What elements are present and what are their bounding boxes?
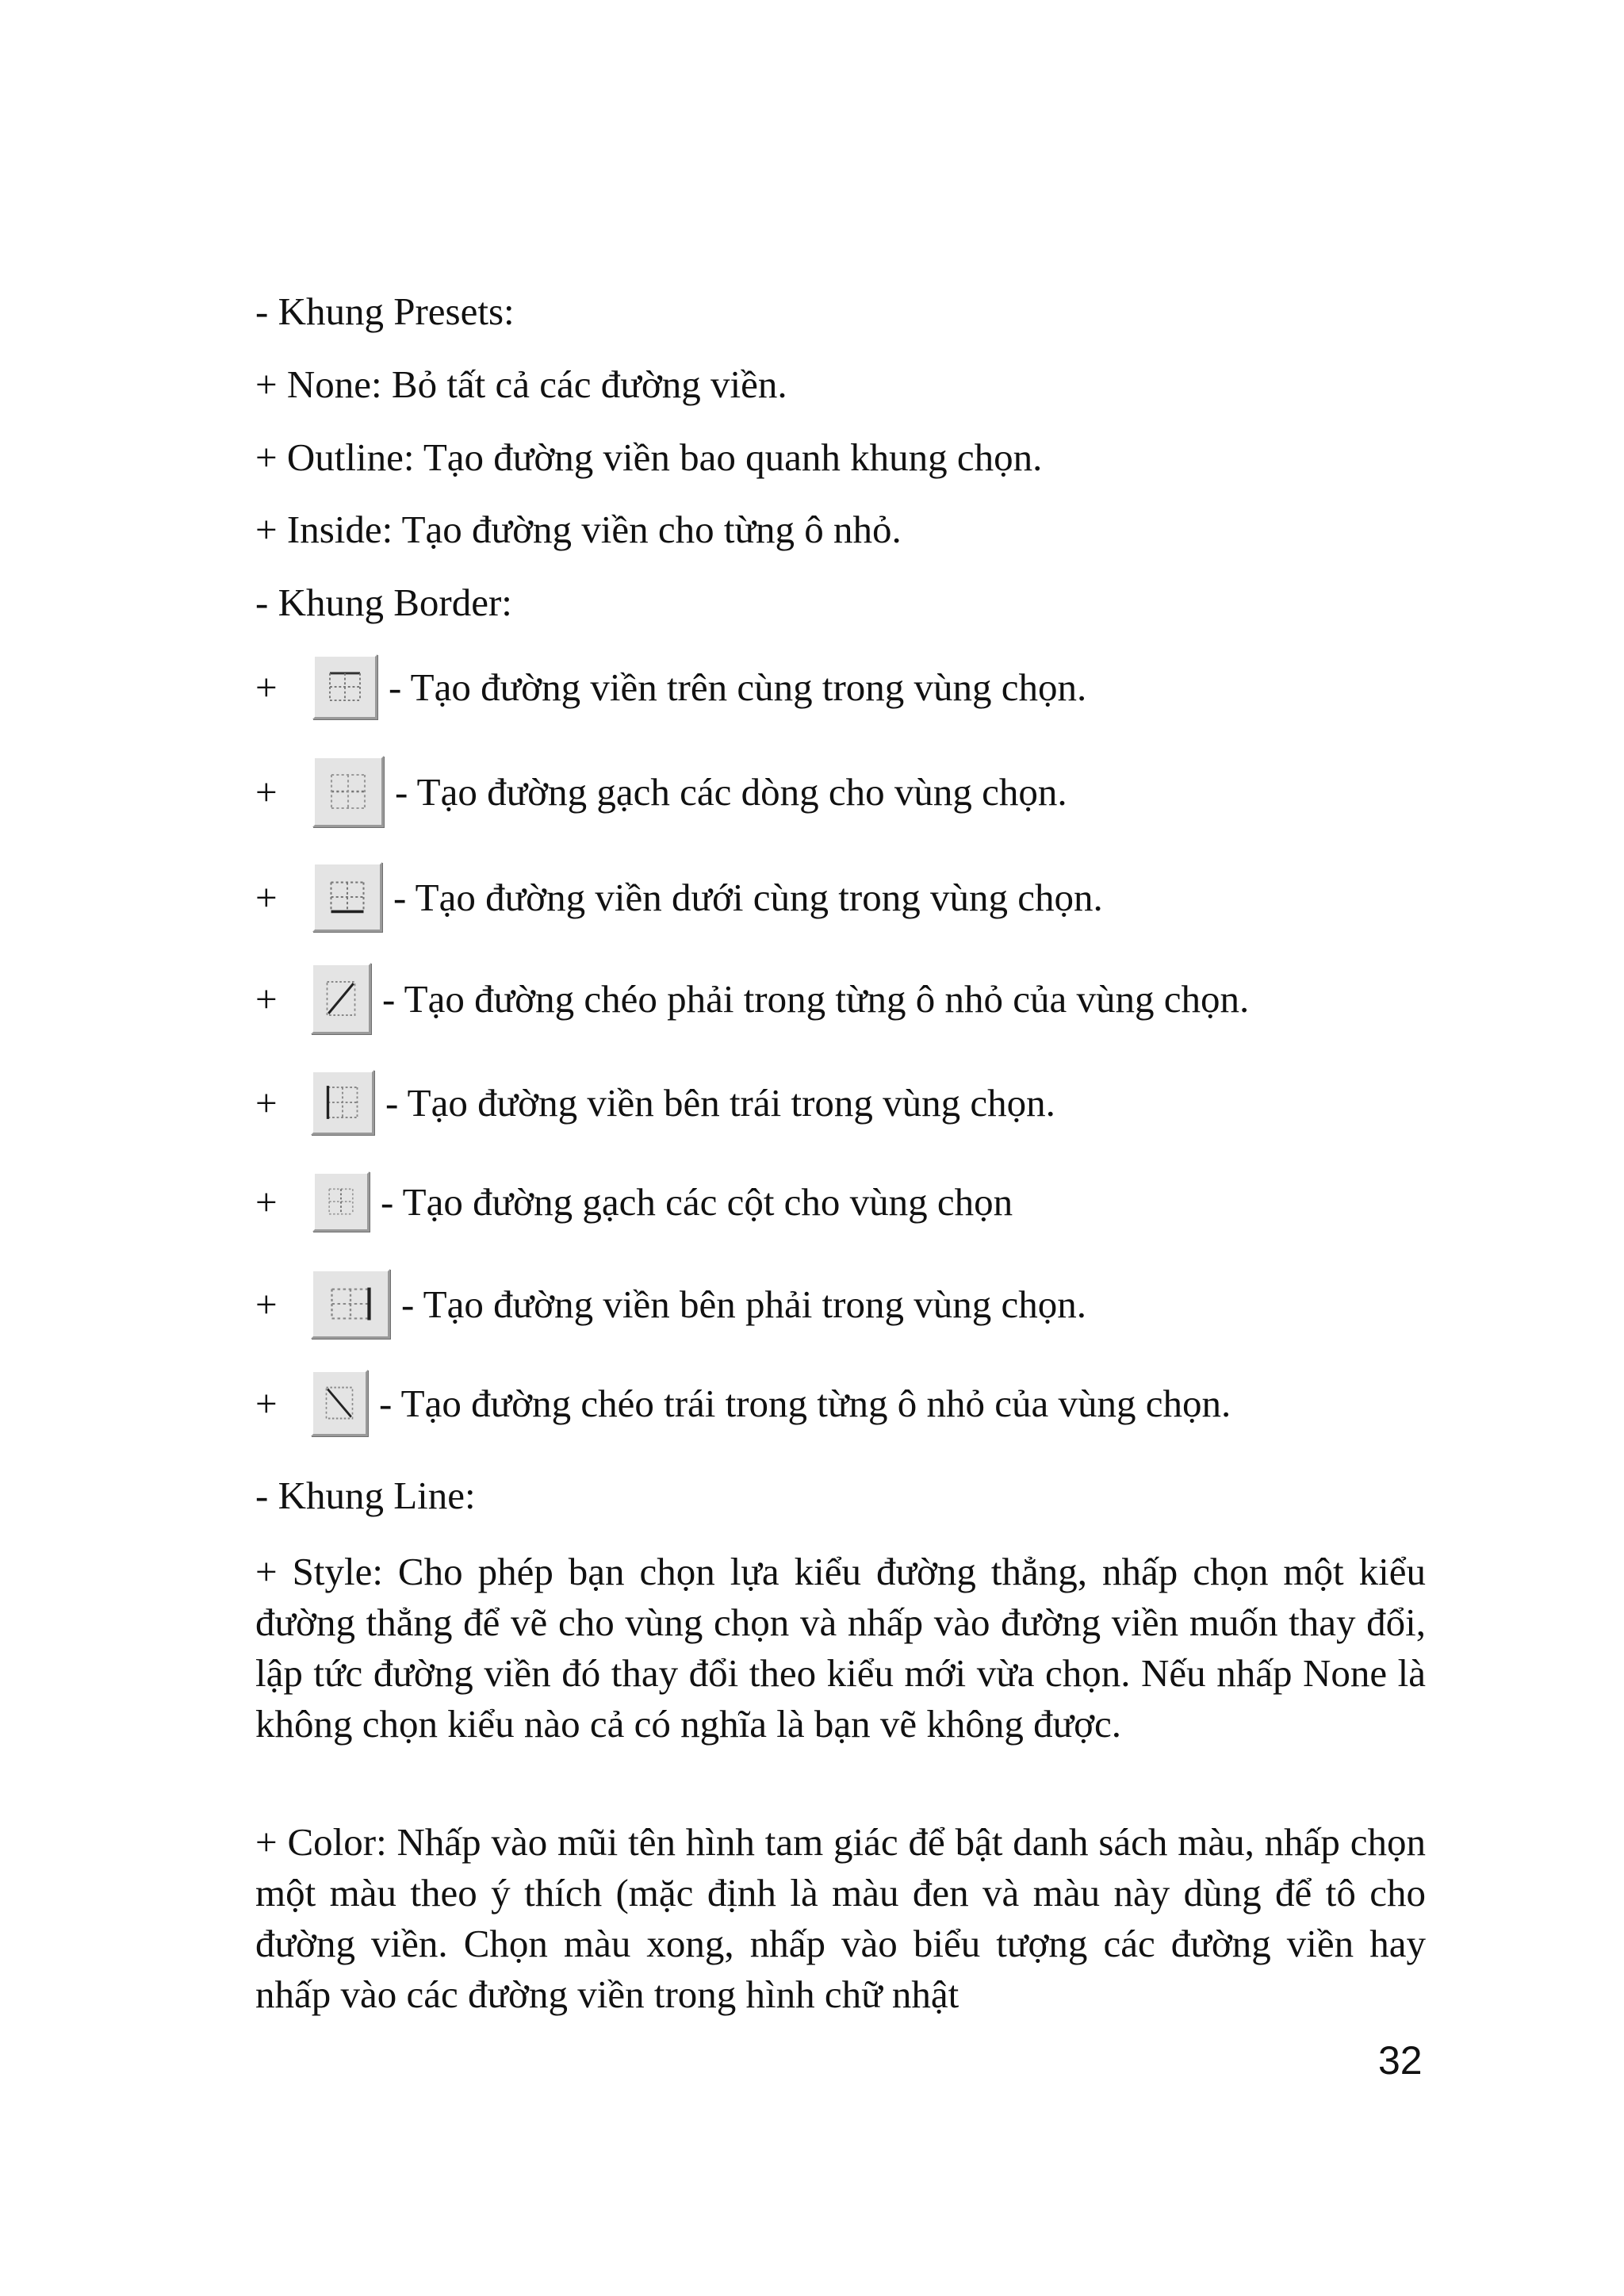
border-left-icon [311, 1070, 374, 1135]
plus-sign: + [255, 976, 278, 1021]
border-item-diagonal-up [255, 962, 1249, 1035]
plus-sign: + [255, 1282, 278, 1326]
plus-sign: + [255, 875, 278, 919]
preset-none-item: + None: Bỏ tất cả các đường viền. [255, 362, 787, 406]
presets-heading: - Khung Presets: [255, 289, 515, 333]
border-item-inside-vertical [255, 1170, 1013, 1233]
border-item-text: - Tạo đường chéo phải trong từng ô nhỏ của vùng chọn. [382, 976, 1250, 1021]
border-item-text: - Tạo đường viền dưới cùng trong vùng chọn. [393, 875, 1103, 919]
plus-sign: + [255, 1381, 278, 1425]
border-top-icon [312, 654, 377, 719]
border-item-text: - Tạo đường viền bên phải trong vùng chọn. [401, 1282, 1086, 1326]
plus-sign: + [255, 1080, 278, 1125]
color-paragraph: + Color: Nhấp vào mũi tên hình tam giác để bật danh sách màu, nhấp chọn một màu theo ý thích (mặc định là màu đen và màu này dùng để tô cho đường viền. Chọn màu xong, nhấp vào biểu tượng các đường viền hay nhấp vào các đường viền trong hình chữ nhật [255, 1820, 1426, 2016]
border-item-right [255, 1267, 1086, 1340]
page-number: 32 [1378, 2038, 1423, 2083]
style-paragraph: + Style: Cho phép bạn chọn lựa kiểu đường thẳng, nhấp chọn một kiểu đường thẳng để vẽ cho vùng chọn và nhấp vào đường viền muốn thay đổi, lập tức đường viền đó thay đổi theo kiểu mới vừa chọn. Nếu nhấp None là không chọn kiểu nào cả có nghĩa là bạn vẽ không được. [255, 1550, 1426, 1746]
line-heading: - Khung Line: [255, 1474, 476, 1517]
border-item-text: - Tạo đường gạch các dòng cho vùng chọn. [395, 769, 1067, 814]
border-item-inside-horizontal [255, 755, 1067, 828]
border-item-text: - Tạo đường viền trên cùng trong vùng chọn. [389, 665, 1087, 709]
border-item-bottom [255, 861, 1103, 933]
border-inside-vertical-icon [312, 1171, 370, 1232]
preset-outline-item: + Outline: Tạo đường viền bao quanh khung chọn. [255, 435, 1043, 479]
border-item-text: - Tạo đường gạch các cột cho vùng chọn [381, 1179, 1013, 1224]
plus-sign: + [255, 665, 278, 709]
border-item-text: - Tạo đường chéo trái trong từng ô nhỏ của vùng chọn. [379, 1381, 1231, 1425]
border-diagonal-up-icon [311, 963, 371, 1034]
border-heading: - Khung Border: [255, 581, 512, 624]
border-item-left [255, 1069, 1055, 1136]
preset-inside-item: + Inside: Tạo đường viền cho từng ô nhỏ. [255, 508, 902, 551]
border-right-icon [311, 1269, 390, 1339]
border-item-top [255, 652, 1086, 722]
border-inside-horizontal-icon [312, 756, 384, 827]
border-bottom-icon [312, 862, 382, 932]
plus-sign: + [255, 1179, 278, 1224]
border-item-diagonal-down [255, 1367, 1231, 1439]
border-item-text: - Tạo đường viền bên trái trong vùng chọn. [385, 1080, 1055, 1125]
plus-sign: + [255, 769, 278, 814]
border-diagonal-down-icon [311, 1370, 368, 1436]
